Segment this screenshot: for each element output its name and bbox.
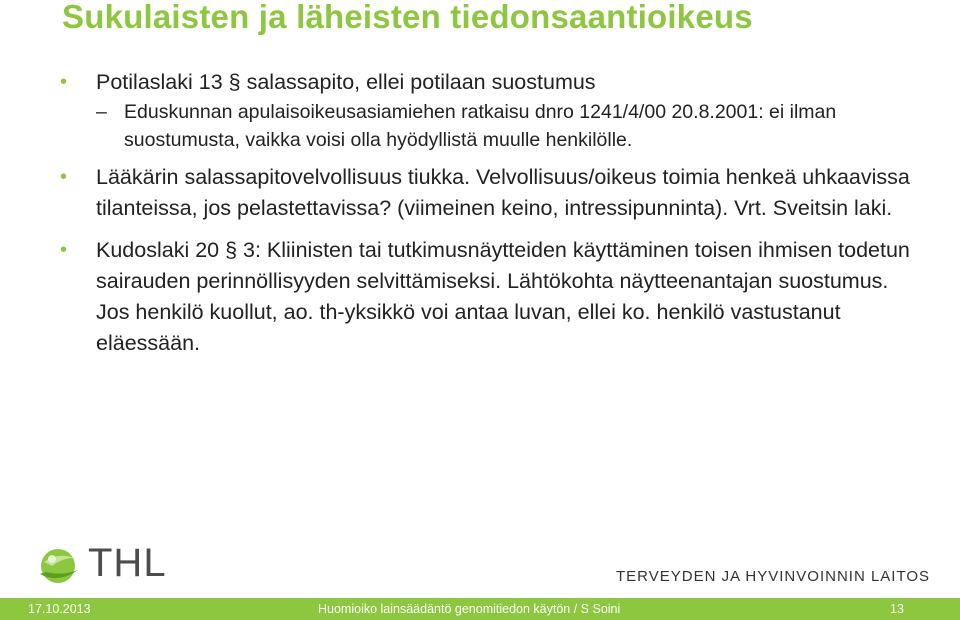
bullet-text: Potilaslaki 13 § salassapito, ellei potilaan suostumus — [96, 70, 596, 94]
footer-date: 17.10.2013 — [28, 602, 91, 616]
dash-icon: – — [96, 101, 107, 123]
footer-page-number: 13 — [890, 602, 904, 616]
slide-content — [60, 67, 920, 359]
bullet-dot-icon: • — [60, 239, 68, 261]
slide-title: Sukulaisten ja läheisten tiedonsaantioikeus — [62, 0, 753, 35]
bullet-text: Lääkärin salassapitovelvollisuus tiukka. Velvollisuus/oikeus toimia henkeä uhkaavissa tilanteissa, jos pelastettavissa? (viimeinen keino, intressipunninta). Vrt. Sveitsin laki. — [96, 165, 910, 220]
footer-bar — [0, 598, 960, 620]
thl-logo-text: THL — [88, 541, 167, 585]
bullet-laakari — [60, 162, 920, 224]
sub-bullet-text: Eduskunnan apulaisoikeusasiamiehen ratkaisu dnro 1241/4/00 20.8.2001: ei ilman suostumusta, vaikka voisi olla hyödyllistä muulle henkilölle. — [124, 101, 837, 151]
bullet-text: Kudoslaki 20 § 3: Kliinisten tai tutkimusnäytteiden käyttäminen toisen ihmisen todetun sairauden perinnöllisyyden selvittämiseksi. Lähtökohta näytteenantajan suostumus. Jos henkilö kuollut, ao. th-yksikkö voi antaa luvan, ellei ko. henkilö vastustanut eläessään. — [96, 238, 910, 355]
footer-title: Huomioiko lainsäädäntö genomitiedon käytön / S Soini — [318, 602, 621, 616]
bullet-dot-icon: • — [60, 71, 68, 93]
thl-tagline: TERVEYDEN JA HYVINVOINNIN LAITOS — [616, 568, 931, 585]
thl-globe-icon — [34, 544, 86, 586]
bullet-kudoslaki — [60, 235, 920, 359]
sub-bullet-eduskunta — [60, 98, 920, 154]
bullet-potilaslaki — [60, 67, 920, 98]
bullet-dot-icon: • — [60, 166, 68, 188]
